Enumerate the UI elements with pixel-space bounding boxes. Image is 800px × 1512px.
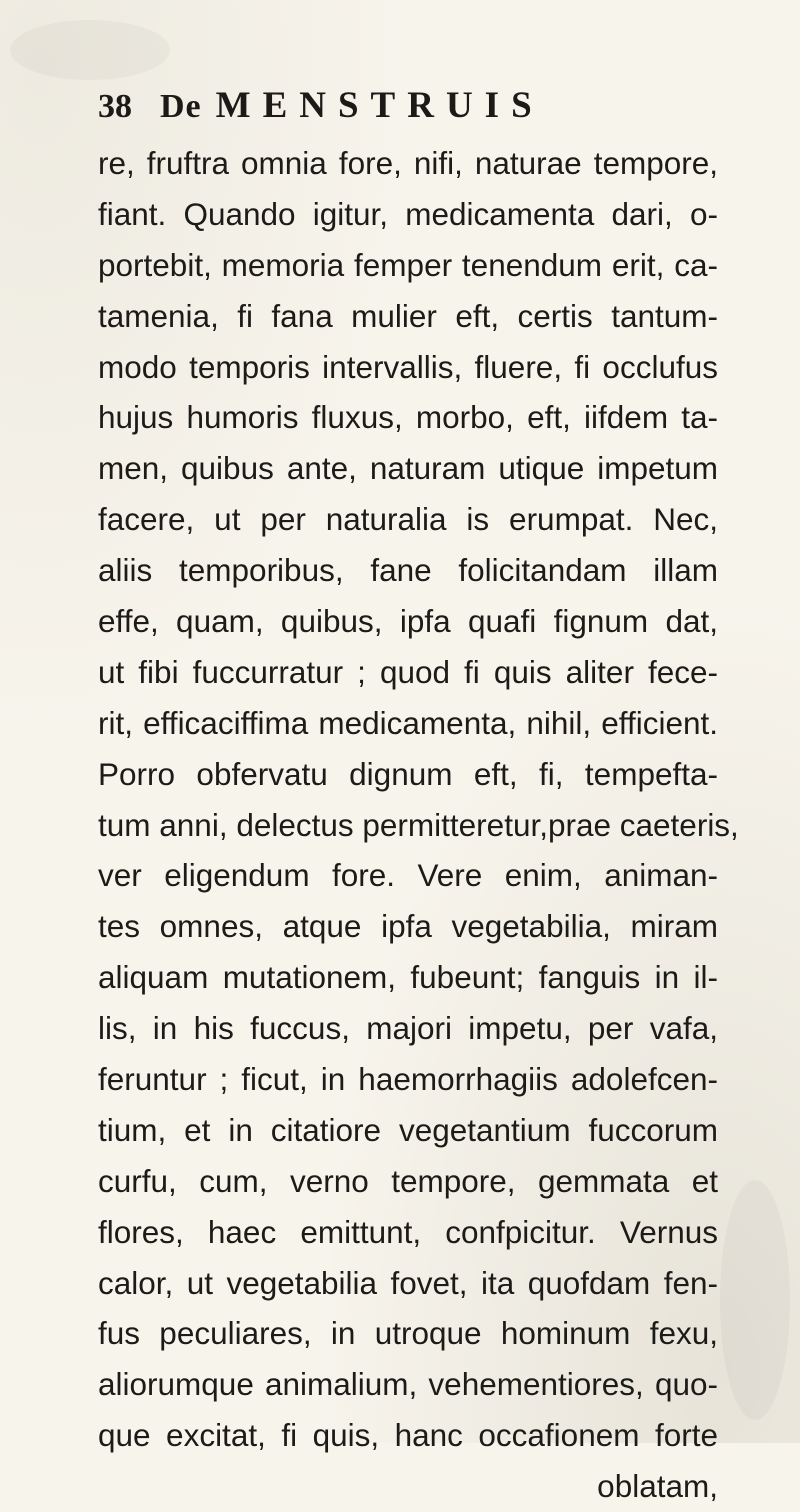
text-line: ut fibi fuccurratur ; quod fi quis aliter fece- bbox=[98, 653, 718, 690]
text-line: que excitat, fi quis, hanc occafionem forte bbox=[98, 1417, 718, 1454]
body-text bbox=[98, 138, 739, 1512]
text-line: flores, haec emittunt, confpicitur. Vernus bbox=[98, 1213, 718, 1250]
text-line: tes omnes, atque ipfa vegetabilia, miram bbox=[98, 908, 718, 945]
text-line: calor, ut vegetabilia fovet, ita quofdam fen- bbox=[98, 1264, 718, 1301]
text-line: rit, efficaciffima medicamenta, nihil, efficient. bbox=[98, 704, 718, 741]
paper-stain bbox=[10, 20, 170, 80]
paper-stain bbox=[720, 1180, 790, 1420]
page-number: 38 bbox=[98, 88, 132, 125]
text-line: hujus humoris fluxus, morbo, eft, iifdem ta- bbox=[98, 399, 718, 436]
text-line: men, quibus ante, naturam utique impetum bbox=[98, 450, 718, 487]
text-line: aliis temporibus, fane folicitandam illam bbox=[98, 552, 718, 589]
text-line: Porro obfervatu dignum eft, fi, tempefta- bbox=[98, 755, 718, 792]
running-head bbox=[160, 84, 544, 127]
text-line: tium, et in citatiore vegetantium fuccorum bbox=[98, 1111, 718, 1148]
text-line: curfu, cum, verno tempore, gemmata et bbox=[98, 1162, 718, 1199]
text-line: facere, ut per naturalia is erumpat. Nec, bbox=[98, 501, 718, 538]
text-line: effe, quam, quibus, ipfa quafi fignum dat, bbox=[98, 603, 718, 640]
text-line: fus peculiares, in utroque hominum fexu, bbox=[98, 1315, 718, 1352]
text-line: re, fruftra omnia fore, nifi, naturae tempore, bbox=[98, 145, 718, 181]
text-line: modo temporis intervallis, fluere, fi occlufus bbox=[98, 348, 718, 385]
running-head-title: MENSTRUIS bbox=[215, 85, 544, 126]
text-line: tamenia, fi fana mulier eft, certis tantum- bbox=[98, 297, 718, 334]
running-head-de: De bbox=[160, 88, 202, 125]
text-line: fiant. Quando igitur, medicamenta dari, o- bbox=[98, 195, 718, 232]
text-line: tum anni, delectus permitteretur,prae caeteris, bbox=[98, 806, 739, 843]
text-line: portebit, memoria femper tenendum erit, ca- bbox=[98, 246, 718, 283]
text-line: aliorumque animalium, vehementiores, quo- bbox=[98, 1366, 718, 1403]
catchword: oblatam, bbox=[597, 1468, 718, 1505]
text-line: feruntur ; ficut, in haemorrhagiis adolefcen- bbox=[98, 1061, 718, 1098]
page-header bbox=[98, 84, 658, 132]
text-line: lis, in his fuccus, majori impetu, per vafa, bbox=[98, 1010, 718, 1047]
text-line: ver eligendum fore. Vere enim, animan- bbox=[98, 857, 718, 894]
text-line: aliquam mutationem, fubeunt; fanguis in il- bbox=[98, 959, 718, 996]
